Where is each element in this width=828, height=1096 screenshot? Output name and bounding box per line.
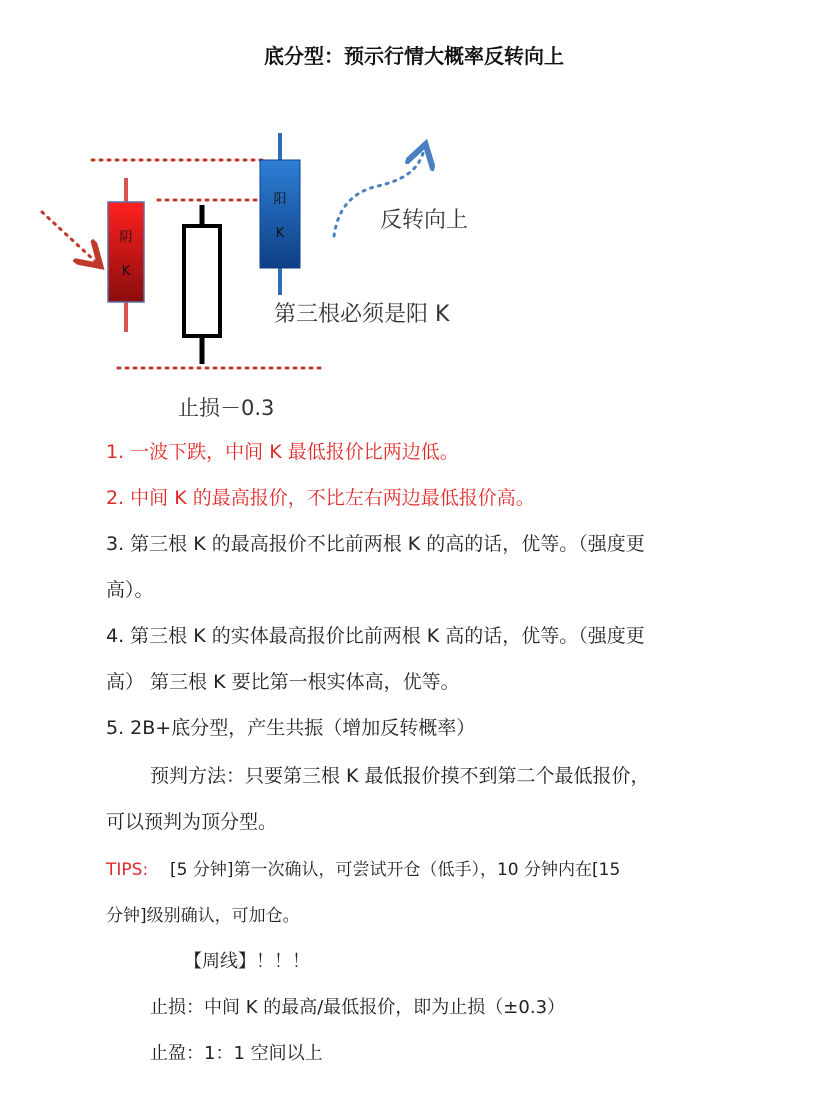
- stop-loss-rule: 止损：中间 K 的最高/最低报价，即为止损（±0.3）: [150, 997, 566, 1018]
- rule-1: 1. 一波下跌，中间 K 最低报价比两边低。: [106, 441, 459, 463]
- weekly-note: 【周线】！！！: [184, 951, 310, 972]
- rule-4-cont: 高） 第三根 K 要比第一根实体高，优等。: [106, 671, 460, 693]
- reverse-up-label: 反转向上: [380, 208, 469, 233]
- stop-loss-label: 止损－0.3: [178, 396, 275, 420]
- bearish-candle-label-1: 阴: [119, 230, 133, 245]
- prediction-line-2: 可以预判为顶分型。: [106, 811, 278, 833]
- rule-3-cont: 高）。: [106, 579, 154, 601]
- bullish-candle: [260, 133, 300, 295]
- prediction-line-1: 预判方法：只要第三根 K 最低报价摸不到第二个最低报价，: [150, 765, 650, 787]
- rule-2: 2. 中间 K 的最高报价，不比左右两边最低报价高。: [106, 487, 535, 509]
- bullish-candle-label-1: 阳: [273, 192, 287, 207]
- rule-5: 5. 2B+底分型，产生共振（增加反转概率）: [106, 717, 476, 739]
- tips-line-1: [5 分钟]第一次确认，可尝试开仓（低手），10 分钟内在[15: [170, 860, 621, 880]
- bearish-candle-label-2: K: [121, 264, 131, 279]
- downtrend-arrow: [42, 212, 96, 262]
- page-title: 底分型：预示行情大概率反转向上: [264, 44, 564, 68]
- tips-line-2: 分钟]级别确认，可加仓。: [106, 906, 300, 926]
- take-profit-rule: 止盈：1：1 空间以上: [150, 1043, 323, 1064]
- tips-label: TIPS:: [106, 860, 149, 880]
- middle-candle: [184, 205, 220, 364]
- rule-3: 3. 第三根 K 的最高报价不比前两根 K 的高的话，优等。（强度更: [106, 533, 645, 555]
- third-candle-label: 第三根必须是阳 K: [274, 302, 450, 327]
- bullish-candle-label-2: K: [275, 226, 285, 241]
- rule-4: 4. 第三根 K 的实体最高报价比前两根 K 高的话，优等。（强度更: [106, 625, 645, 647]
- bearish-candle: [108, 178, 144, 332]
